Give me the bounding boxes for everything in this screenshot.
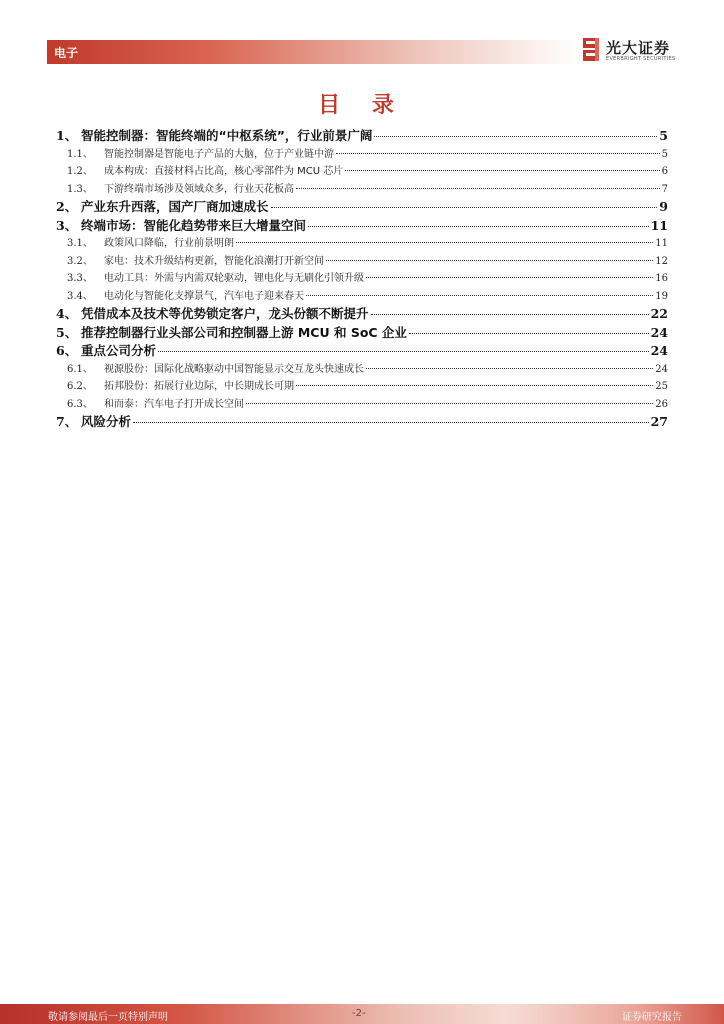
toc-entry-page: 5 <box>661 148 668 160</box>
toc-entry-title: 拓邦股份：拓展行业边际，中长期成长可期 <box>104 381 294 392</box>
toc-entry-page: 25 <box>655 381 668 392</box>
footer-disclaimer: 敬请参阅最后一页特别声明 <box>48 1012 168 1023</box>
toc-entry-number: 2、 <box>56 199 78 214</box>
everbright-logo-icon <box>580 37 602 63</box>
toc-dot-leader <box>133 422 649 423</box>
toc-entry-title: 终端市场：智能化趋势带来巨大增量空间 <box>81 217 307 233</box>
toc-entry-title: 电动工具：外需与内需双轮驱动，锂电化与无刷化引领升级 <box>104 273 364 284</box>
toc-title: 目 录 <box>318 93 406 118</box>
toc-entry-number: 6.1、 <box>67 363 93 375</box>
toc-entry-page: 27 <box>650 414 668 429</box>
toc-entry-section[interactable] <box>56 180 668 198</box>
toc-entry-section[interactable] <box>56 395 668 413</box>
toc-entry-page: 5 <box>659 128 668 143</box>
toc-entry-title: 视源股份：国际化战略驱动中国智能显示交互龙头快速成长 <box>104 363 364 375</box>
brand-name-cn: 光大证券 <box>606 39 671 57</box>
toc-entry-title: 和而泰：汽车电子打开成长空间 <box>104 398 244 410</box>
toc-entry-chapter[interactable] <box>56 341 668 360</box>
toc-entry-number: 3.3、 <box>67 273 93 284</box>
toc-entry-number: 3.4、 <box>67 290 93 302</box>
toc-entry-title: 智能控制器：智能终端的“中枢系统”，行业前景广阔 <box>81 128 373 143</box>
toc-entry-chapter[interactable] <box>56 197 668 216</box>
toc-entry-page: 26 <box>655 398 668 410</box>
toc-dot-leader <box>371 314 649 315</box>
toc-dot-leader <box>296 385 653 386</box>
toc-entry-title: 推荐控制器行业头部公司和控制器上游 MCU 和 SoC 企业 <box>81 324 407 340</box>
toc-entry-number: 3、 <box>56 217 78 233</box>
footer-report-type: 证券研究报告 <box>622 1012 682 1023</box>
toc-dot-leader <box>366 277 653 278</box>
toc-entry-section[interactable] <box>56 145 668 163</box>
toc-entry-title: 家电：技术升级结构更新，智能化浪潮打开新空间 <box>104 255 324 267</box>
toc-entry-page: 6 <box>661 166 668 177</box>
toc-dot-leader <box>271 207 658 208</box>
toc-dot-leader <box>296 188 660 189</box>
toc-entry-section[interactable] <box>56 287 668 305</box>
toc-entry-number: 7、 <box>56 414 78 429</box>
toc-dot-leader <box>336 153 660 154</box>
toc-entry-chapter[interactable] <box>56 126 668 145</box>
toc-entry-page: 11 <box>650 217 668 233</box>
toc-dot-leader <box>158 351 649 352</box>
toc-entry-number: 5、 <box>56 324 78 340</box>
toc-entry-title: 产业东升西落，国产厂商加速成长 <box>81 199 269 214</box>
toc-entry-title: 重点公司分析 <box>81 343 157 358</box>
toc-dot-leader <box>236 242 653 243</box>
toc-entry-page: 24 <box>655 363 668 375</box>
brand-logo <box>580 36 690 66</box>
toc-dot-leader <box>326 260 653 261</box>
section-label: 电子 <box>54 46 79 60</box>
toc-entry-chapter[interactable] <box>56 323 668 342</box>
toc-entry-title: 成本构成：直接材料占比高，核心零部件为 MCU 芯片 <box>104 166 344 177</box>
header-section-bar <box>47 40 577 64</box>
footer-page-number: -2- <box>352 1008 366 1019</box>
toc-entry-page: 24 <box>650 324 668 340</box>
toc-entry-title: 电动化与智能化支撑景气，汽车电子迎来春天 <box>104 290 304 302</box>
toc-entry-number: 4、 <box>56 306 78 321</box>
toc-entry-page: 7 <box>661 183 668 195</box>
toc-entry-page: 11 <box>655 238 668 249</box>
toc-entry-number: 1、 <box>56 128 78 143</box>
toc-dot-leader <box>409 333 649 334</box>
toc-entry-page: 9 <box>659 199 668 214</box>
toc-entry-title: 凭借成本及技术等优势锁定客户，龙头份额不断提升 <box>81 306 369 321</box>
toc-entry-page: 19 <box>655 290 668 302</box>
toc-entry-page: 12 <box>655 255 668 267</box>
table-of-contents <box>56 126 668 431</box>
toc-entry-page: 22 <box>650 306 668 321</box>
toc-entry-page: 16 <box>655 273 668 284</box>
toc-entry-chapter[interactable] <box>56 412 668 431</box>
toc-entry-section[interactable] <box>56 162 668 180</box>
toc-entry-section[interactable] <box>56 269 668 287</box>
toc-dot-leader <box>374 136 657 137</box>
toc-entry-number: 6.3、 <box>67 398 93 410</box>
footer-bar <box>0 1004 724 1024</box>
toc-entry-chapter[interactable] <box>56 216 668 235</box>
toc-entry-section[interactable] <box>56 360 668 378</box>
toc-entry-title: 智能控制器是智能电子产品的大脑，位于产业链中游 <box>104 148 334 160</box>
brand-name-en: EVERBRIGHT SECURITIES <box>606 56 676 62</box>
toc-entry-section[interactable] <box>56 234 668 252</box>
toc-entry-chapter[interactable] <box>56 304 668 323</box>
toc-dot-leader <box>306 295 653 296</box>
toc-entry-section[interactable] <box>56 252 668 270</box>
toc-dot-leader <box>366 368 653 369</box>
toc-entry-title: 风险分析 <box>81 414 132 429</box>
toc-entry-title: 政策风口降临，行业前景明朗 <box>104 238 234 249</box>
toc-entry-title: 下游终端市场涉及领域众多，行业天花板高 <box>104 183 294 195</box>
toc-entry-section[interactable] <box>56 377 668 395</box>
toc-entry-number: 6.2、 <box>67 381 93 392</box>
toc-entry-number: 3.1、 <box>67 238 93 249</box>
toc-entry-number: 1.1、 <box>67 148 93 160</box>
toc-entry-number: 6、 <box>56 343 78 358</box>
toc-entry-number: 1.3、 <box>67 183 93 195</box>
toc-dot-leader <box>308 226 649 227</box>
toc-entry-number: 1.2、 <box>67 166 93 177</box>
toc-dot-leader <box>246 403 653 404</box>
toc-entry-page: 24 <box>650 343 668 358</box>
toc-dot-leader <box>345 170 659 171</box>
toc-entry-number: 3.2、 <box>67 255 93 267</box>
